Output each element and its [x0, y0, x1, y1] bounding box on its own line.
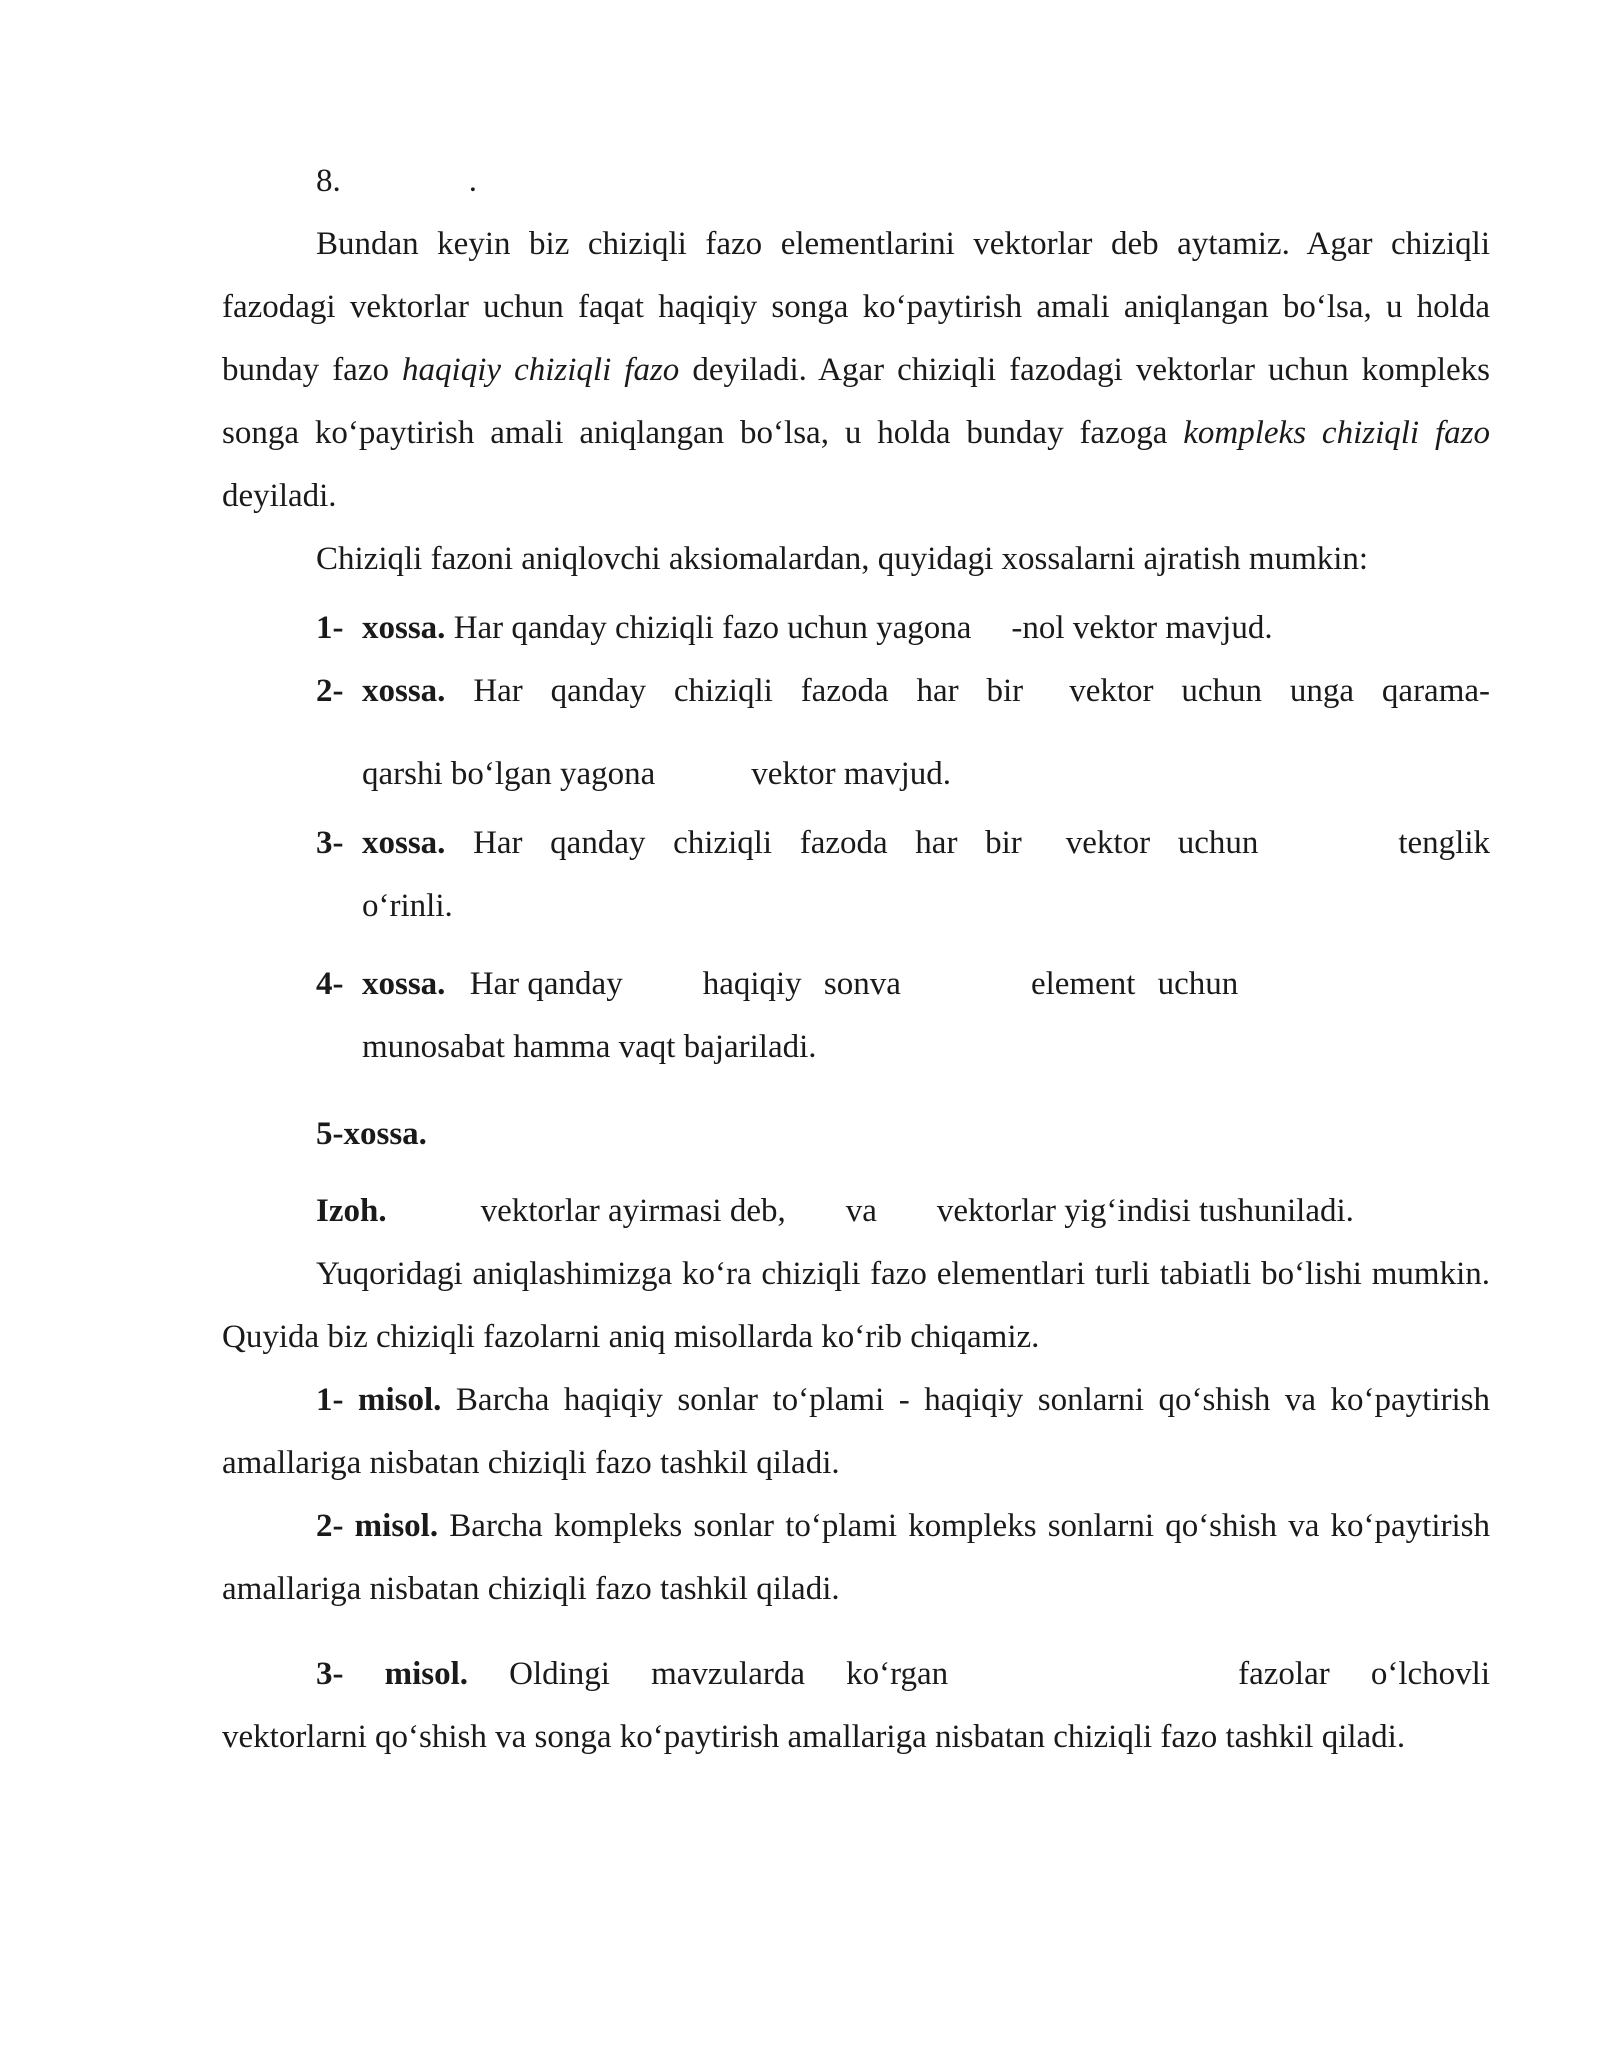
- property-3-number: 3-: [316, 825, 344, 861]
- document-page: [222, 150, 1490, 1769]
- intro-sentence-3: deyiladi.: [222, 478, 337, 514]
- property-3-label: xossa.: [362, 825, 446, 861]
- note-text-a: vektorlar ayirmasi deb,: [480, 1193, 786, 1229]
- example-3-continuation: [222, 1706, 1490, 1769]
- intro-paragraph: [222, 213, 1490, 528]
- property-1: [222, 597, 1490, 660]
- examples-intro: Yuqoridagi aniqlashimizga ko‘ra chiziqli fazo elementlari turli tabiatli bo‘lishi mumkin. Quyida biz chiziqli fazolarni aniq misollarda ko‘rib chiqamiz.: [222, 1256, 1490, 1355]
- note-text-c: vektorlar yig‘indisi tushuniladi.: [936, 1193, 1354, 1229]
- example-1: [222, 1369, 1490, 1495]
- note-paragraph: [222, 1180, 1490, 1243]
- property-1-text-b: -nol vektor mavjud.: [1011, 610, 1273, 646]
- example-1-label: 1- misol.: [316, 1382, 442, 1418]
- property-4-continuation: [222, 1016, 1490, 1079]
- property-3-continuation: [222, 875, 1490, 938]
- property-1-label: xossa.: [362, 610, 446, 646]
- property-1-number: 1-: [316, 610, 344, 646]
- section-number: 8.: [316, 163, 341, 199]
- example-3: [222, 1643, 1490, 1706]
- property-2: [222, 660, 1490, 723]
- property-3-text-d: o‘rinli.: [362, 888, 453, 924]
- example-2-text: Barcha kompleks sonlar to‘plami kompleks sonlarni qo‘shish va ko‘paytirish amallariga nisbatan chiziqli fazo tashkil qiladi.: [222, 1508, 1491, 1607]
- section-heading: [222, 150, 1490, 213]
- property-5: [222, 1103, 1490, 1166]
- property-2-number: 2-: [316, 673, 344, 709]
- property-2-text-c: qarshi bo‘lgan yagona: [362, 756, 656, 792]
- property-2-text-d: vektor mavjud.: [751, 756, 952, 792]
- property-4-text-a: Har qanday: [469, 966, 623, 1002]
- property-3-text-c: tenglik: [1398, 825, 1490, 861]
- example-2: [222, 1495, 1490, 1621]
- property-1-text-a: Har qanday chiziqli fazo uchun yagona: [453, 610, 972, 646]
- example-3-label: 3- misol.: [316, 1656, 469, 1692]
- property-4: [222, 953, 1490, 1016]
- example-3-text-d: vektorlarni qo‘shish va songa ko‘paytirish amallariga nisbatan chiziqli fazo tashkil qiladi.: [222, 1719, 1406, 1755]
- term-real-linear-space: haqiqiy chiziqli fazo: [402, 352, 680, 388]
- example-3-text-a: Oldingi mavzularda ko‘rgan: [509, 1656, 949, 1692]
- example-3-text-b: fazolar: [1238, 1656, 1330, 1692]
- intro-sentence-1: Bundan keyin biz chiziqli fazo elementlarini vektorlar deb aytamiz. Agar chiziqli fazodagi vektorlar uchun faqat haqiqiy songa ko‘paytirish amali aniqlangan bo‘lsa, u holda bunday fazo: [222, 226, 1490, 388]
- example-3-text-c: o‘lchovli: [1370, 1656, 1490, 1692]
- property-4-text-c: element uchun: [1030, 966, 1239, 1002]
- property-5-label: 5-xossa.: [316, 1116, 427, 1152]
- section-dot: .: [468, 163, 477, 199]
- term-complex-linear-space: kompleks chiziqli fazo: [1183, 415, 1490, 451]
- property-4-number: 4-: [316, 966, 344, 1002]
- property-2-text-a: Har qanday chiziqli fazoda har bir: [473, 673, 1024, 709]
- property-4-text-b: haqiqiy sonva: [702, 966, 901, 1002]
- properties-intro: Chiziqli fazoni aniqlovchi aksiomalardan, quyidagi xossalarni ajratish mumkin:: [316, 541, 1369, 577]
- intro-sentence-2: deyiladi. Agar chiziqli fazodagi vektorlar uchun kompleks songa ko‘paytirish amali aniqlangan bo‘lsa, u holda bunday fazoga: [222, 352, 1491, 451]
- property-4-text-d: munosabat hamma vaqt bajariladi.: [362, 1029, 817, 1065]
- property-3-text-a: Har qanday chiziqli fazoda har bir: [473, 825, 1022, 861]
- property-2-continuation: [222, 743, 1490, 806]
- property-2-text-b: vektor uchun unga qarama-: [1069, 673, 1491, 709]
- example-1-text: Barcha haqiqiy sonlar to‘plami - haqiqiy sonlarni qo‘shish va ko‘paytirish amallariga nisbatan chiziqli fazo tashkil qiladi.: [222, 1382, 1490, 1481]
- property-2-label: xossa.: [362, 673, 446, 709]
- note-text-b: va: [845, 1193, 877, 1229]
- example-2-label: 2- misol.: [316, 1508, 439, 1544]
- property-4-label: xossa.: [362, 966, 446, 1002]
- property-3: [222, 812, 1490, 875]
- property-3-text-b: vektor uchun: [1065, 825, 1259, 861]
- note-label: Izoh.: [316, 1193, 387, 1229]
